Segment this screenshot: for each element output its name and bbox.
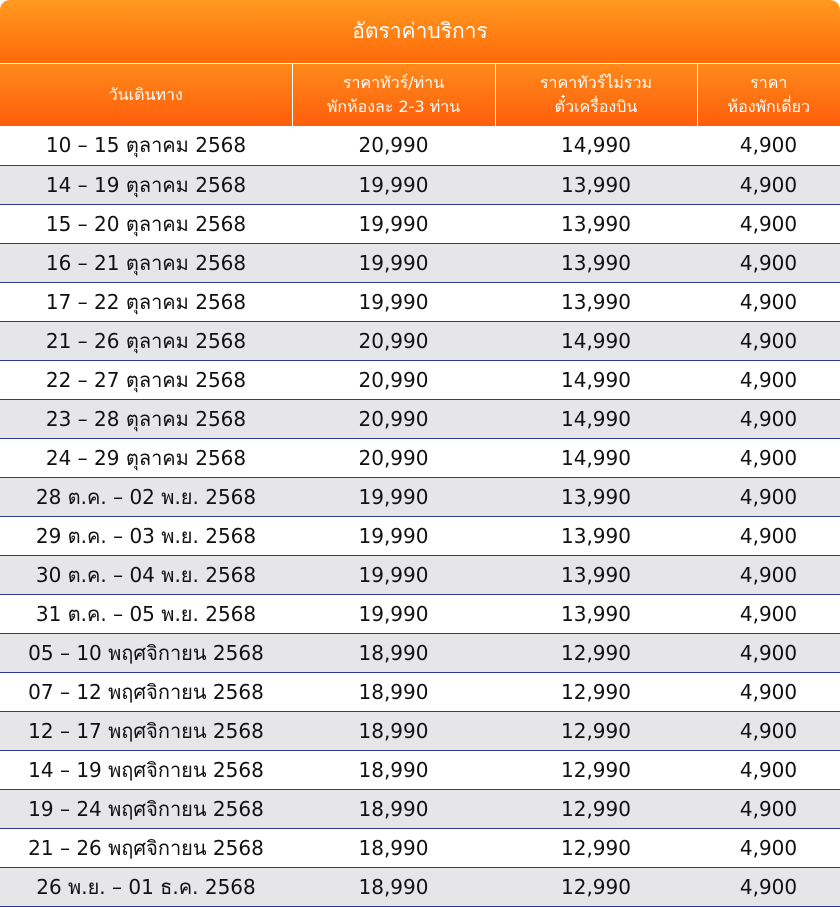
travel-date-cell: 24 – 29 ตุลาคม 2568 — [0, 438, 292, 477]
price-no-flight-cell: 14,990 — [495, 438, 697, 477]
single-room-cell: 4,900 — [697, 204, 840, 243]
price-no-flight-cell: 13,990 — [495, 165, 697, 204]
tour-price-cell: 18,990 — [292, 633, 495, 672]
travel-date-cell: 16 – 21 ตุลาคม 2568 — [0, 243, 292, 282]
price-no-flight-cell: 12,990 — [495, 672, 697, 711]
price-no-flight-cell: 12,990 — [495, 711, 697, 750]
travel-date-cell: 26 พ.ย. – 01 ธ.ค. 2568 — [0, 867, 292, 906]
tour-price-cell: 18,990 — [292, 828, 495, 867]
table-row — [0, 828, 840, 867]
table-row — [0, 867, 840, 906]
table-row — [0, 399, 840, 438]
single-room-cell: 4,900 — [697, 867, 840, 906]
price-no-flight-cell: 13,990 — [495, 282, 697, 321]
price-no-flight-cell: 12,990 — [495, 828, 697, 867]
header-single-room — [697, 64, 840, 126]
travel-date-cell: 22 – 27 ตุลาคม 2568 — [0, 360, 292, 399]
header-single-room-line1: ราคา — [698, 71, 840, 95]
travel-date-cell: 07 – 12 พฤศจิกายน 2568 — [0, 672, 292, 711]
header-price-no-flight-line1: ราคาทัวร์ไม่รวม — [496, 71, 697, 95]
price-no-flight-cell: 14,990 — [495, 126, 697, 165]
travel-date-cell: 12 – 17 พฤศจิกายน 2568 — [0, 711, 292, 750]
table-body — [0, 126, 840, 906]
single-room-cell: 4,900 — [697, 672, 840, 711]
table-row — [0, 282, 840, 321]
single-room-cell: 4,900 — [697, 165, 840, 204]
tour-price-cell: 20,990 — [292, 321, 495, 360]
table-row — [0, 165, 840, 204]
single-room-cell: 4,900 — [697, 750, 840, 789]
single-room-cell: 4,900 — [697, 126, 840, 165]
single-room-cell: 4,900 — [697, 438, 840, 477]
single-room-cell: 4,900 — [697, 633, 840, 672]
header-travel-date — [0, 64, 292, 126]
header-price-no-flight — [495, 64, 697, 126]
table-row — [0, 321, 840, 360]
table-row — [0, 477, 840, 516]
tour-price-cell: 20,990 — [292, 399, 495, 438]
price-no-flight-cell: 13,990 — [495, 555, 697, 594]
single-room-cell: 4,900 — [697, 282, 840, 321]
tour-price-cell: 18,990 — [292, 750, 495, 789]
tour-price-cell: 20,990 — [292, 360, 495, 399]
table-header — [0, 64, 840, 126]
price-no-flight-cell: 13,990 — [495, 594, 697, 633]
travel-date-cell: 17 – 22 ตุลาคม 2568 — [0, 282, 292, 321]
header-single-room-line2: ห้องพักเดี่ยว — [698, 95, 840, 119]
price-no-flight-cell: 14,990 — [495, 360, 697, 399]
tour-price-cell: 19,990 — [292, 516, 495, 555]
travel-date-cell: 14 – 19 ตุลาคม 2568 — [0, 165, 292, 204]
single-room-cell: 4,900 — [697, 711, 840, 750]
table-row — [0, 633, 840, 672]
price-no-flight-cell: 13,990 — [495, 516, 697, 555]
price-no-flight-cell: 12,990 — [495, 867, 697, 906]
single-room-cell: 4,900 — [697, 360, 840, 399]
price-no-flight-cell: 14,990 — [495, 321, 697, 360]
tour-price-cell: 19,990 — [292, 204, 495, 243]
travel-date-cell: 14 – 19 พฤศจิกายน 2568 — [0, 750, 292, 789]
single-room-cell: 4,900 — [697, 594, 840, 633]
table-row — [0, 204, 840, 243]
table-row — [0, 555, 840, 594]
travel-date-cell: 21 – 26 พฤศจิกายน 2568 — [0, 828, 292, 867]
price-no-flight-cell: 13,990 — [495, 477, 697, 516]
table-row — [0, 789, 840, 828]
travel-date-cell: 28 ต.ค. – 02 พ.ย. 2568 — [0, 477, 292, 516]
table-row — [0, 126, 840, 165]
price-no-flight-cell: 13,990 — [495, 243, 697, 282]
travel-date-cell: 23 – 28 ตุลาคม 2568 — [0, 399, 292, 438]
header-row — [0, 64, 840, 126]
table-row — [0, 672, 840, 711]
travel-date-cell: 05 – 10 พฤศจิกายน 2568 — [0, 633, 292, 672]
single-room-cell: 4,900 — [697, 789, 840, 828]
table-row — [0, 516, 840, 555]
travel-date-cell: 19 – 24 พฤศจิกายน 2568 — [0, 789, 292, 828]
travel-date-cell: 10 – 15 ตุลาคม 2568 — [0, 126, 292, 165]
header-travel-date-label: วันเดินทาง — [0, 83, 292, 107]
tour-price-cell: 19,990 — [292, 477, 495, 516]
header-tour-price-line2: พักห้องละ 2-3 ท่าน — [293, 95, 495, 119]
table-row — [0, 360, 840, 399]
travel-date-cell: 30 ต.ค. – 04 พ.ย. 2568 — [0, 555, 292, 594]
tour-price-cell: 18,990 — [292, 867, 495, 906]
tour-price-cell: 19,990 — [292, 594, 495, 633]
table-title: อัตราค่าบริการ — [0, 0, 840, 64]
tour-price-cell: 19,990 — [292, 282, 495, 321]
price-no-flight-cell: 14,990 — [495, 399, 697, 438]
tour-price-cell: 18,990 — [292, 789, 495, 828]
travel-date-cell: 31 ต.ค. – 05 พ.ย. 2568 — [0, 594, 292, 633]
tour-price-cell: 20,990 — [292, 438, 495, 477]
header-tour-price — [292, 64, 495, 126]
single-room-cell: 4,900 — [697, 321, 840, 360]
travel-date-cell: 15 – 20 ตุลาคม 2568 — [0, 204, 292, 243]
tour-price-cell: 19,990 — [292, 165, 495, 204]
single-room-cell: 4,900 — [697, 477, 840, 516]
table-row — [0, 750, 840, 789]
tour-price-cell: 18,990 — [292, 711, 495, 750]
table-row — [0, 711, 840, 750]
tour-price-cell: 20,990 — [292, 126, 495, 165]
single-room-cell: 4,900 — [697, 828, 840, 867]
price-no-flight-cell: 12,990 — [495, 633, 697, 672]
price-no-flight-cell: 13,990 — [495, 204, 697, 243]
travel-date-cell: 29 ต.ค. – 03 พ.ย. 2568 — [0, 516, 292, 555]
tour-price-cell: 18,990 — [292, 672, 495, 711]
single-room-cell: 4,900 — [697, 555, 840, 594]
single-room-cell: 4,900 — [697, 516, 840, 555]
header-price-no-flight-line2: ตั๋วเครื่องบิน — [496, 95, 697, 119]
single-room-cell: 4,900 — [697, 243, 840, 282]
table-row — [0, 243, 840, 282]
price-no-flight-cell: 12,990 — [495, 750, 697, 789]
tour-price-cell: 19,990 — [292, 555, 495, 594]
single-room-cell: 4,900 — [697, 399, 840, 438]
price-no-flight-cell: 12,990 — [495, 789, 697, 828]
table-row — [0, 594, 840, 633]
travel-date-cell: 21 – 26 ตุลาคม 2568 — [0, 321, 292, 360]
tour-price-cell: 19,990 — [292, 243, 495, 282]
table-row — [0, 438, 840, 477]
header-tour-price-line1: ราคาทัวร์/ท่าน — [293, 71, 495, 95]
price-table — [0, 64, 840, 907]
